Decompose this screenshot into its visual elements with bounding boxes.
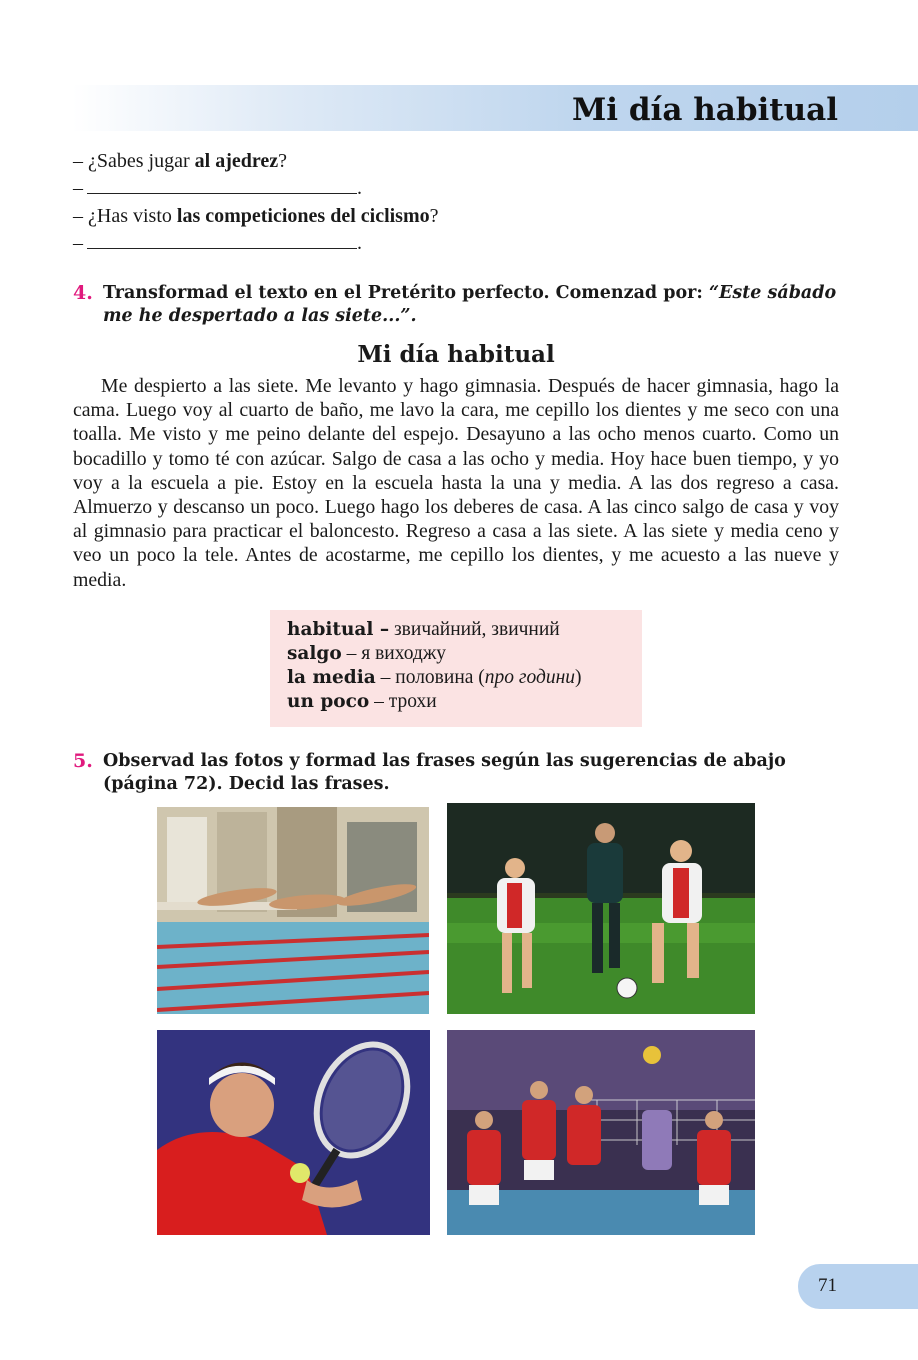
page-number: 71: [818, 1275, 837, 1296]
dialogue-text: – ¿Sabes jugar: [73, 150, 195, 172]
vocab-translation: – половина (: [375, 667, 485, 688]
reading-text: Me despierto a las siete. Me levanto y hago gimnasia. Después de hacer gimnasia, hago la cama. Luego voy al cuarto de baño, me lavo la cara, me cepillo los dientes y me seco con una toalla. Me visto y me peino delante del espejo. Desayuno a las ocho menos cuarto. Como un bocadillo y tomo té con azúcar. Salgo de casa a las ocho y media. Hoy hace buen tiempo, y yo voy a la escuela a pie. Estoy en la escuela hasta la una y media. A las dos regreso a casa. Almuerzo y descanso un poco. Luego hago los deberes de casa. A las cinco salgo de casa y voy al gimnasio para practicar el baloncesto. Regreso a casa a las siete. A las siete y media ceno y veo un poco la tele. Antes de acostarme, me cepillo los dientes, y me acuesto a las nueve y media.: [73, 375, 839, 591]
vocab-term: salgo: [287, 643, 342, 664]
tennis-player-icon: [157, 1030, 430, 1235]
dialogue-text: – ¿Has visto: [73, 205, 177, 227]
page-title: Mi día habitual: [571, 92, 838, 128]
football-players-icon: [447, 803, 755, 1014]
task-instruction: [103, 282, 843, 328]
task-text: Transformad el texto en el Pretérito perfecto. Comenzad por:: [103, 283, 709, 303]
period: .: [357, 232, 362, 254]
vocab-term: habitual –: [287, 619, 390, 640]
dialogue-bold: al ajedrez: [194, 150, 279, 172]
task-number: 4.: [73, 282, 93, 304]
vocabulary-box: [270, 610, 642, 727]
vocab-item: [287, 643, 446, 665]
answer-blank[interactable]: [87, 177, 357, 194]
vocab-item: [287, 619, 560, 641]
dialogue-text: ?: [278, 150, 288, 172]
vocab-item: [287, 667, 582, 689]
reading-title: Mi día habitual: [357, 341, 555, 368]
volleyball-photo: [447, 1030, 755, 1235]
task-5: [73, 750, 843, 796]
dialogue-bold: las competiciones del ciclismo: [176, 205, 430, 227]
dash: –: [73, 177, 83, 199]
answer-line-1: [73, 177, 362, 200]
task-number: 5.: [73, 750, 93, 772]
dialogue-line-2: [73, 205, 439, 228]
answer-blank[interactable]: [87, 232, 357, 249]
vocab-note: про години: [484, 667, 576, 688]
task-quote: “Este sábado me he despertado a las siete...”.: [103, 283, 837, 326]
dash: –: [73, 232, 83, 254]
dialogue-text: ?: [429, 205, 439, 227]
task-4: [73, 282, 843, 328]
vocab-translation: – я виходжу: [341, 643, 447, 664]
football-photo: [447, 803, 755, 1014]
swimming-photo: [157, 807, 429, 1014]
dialogue-line-1: [73, 150, 287, 173]
vocab-translation: звичайний, звичний: [389, 619, 560, 640]
vocab-item: [287, 691, 437, 713]
tennis-photo: [157, 1030, 430, 1235]
page-number-tab: [798, 1264, 918, 1309]
task-instruction: Observad las fotos y formad las frases según las sugerencias de abajo (página 72). Decid las frases.: [103, 751, 786, 794]
swimmers-diving-icon: [157, 807, 429, 1014]
answer-line-2: [73, 232, 362, 255]
vocab-term: la media: [287, 667, 376, 688]
vocab-translation: – трохи: [369, 691, 437, 712]
volleyball-players-icon: [447, 1030, 755, 1235]
period: .: [357, 177, 362, 199]
vocab-term: un poco: [287, 691, 370, 712]
vocab-paren: ): [575, 667, 582, 688]
